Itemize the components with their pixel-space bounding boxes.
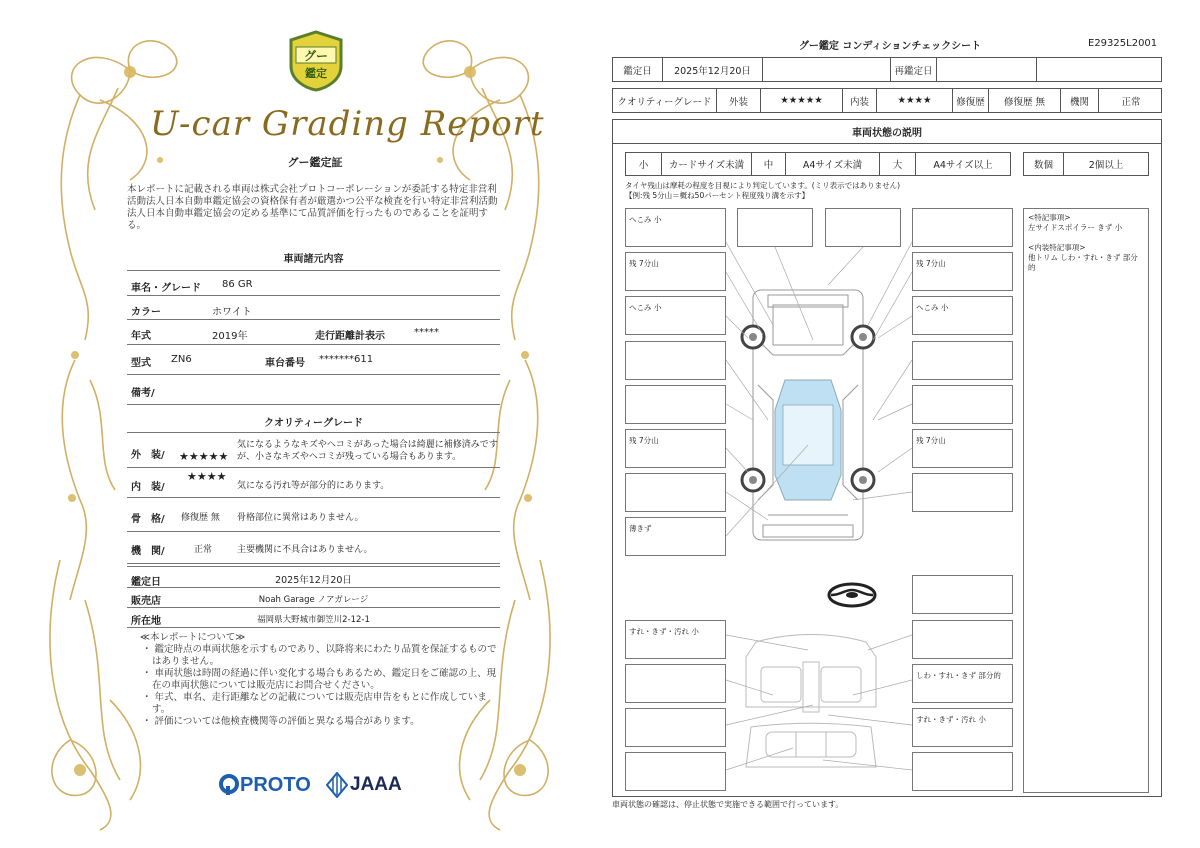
- int-label: 内装: [843, 89, 877, 112]
- quality-row-frame: [127, 498, 500, 532]
- spec-row-remarks: [127, 375, 500, 405]
- count-desc: 2個以上: [1088, 160, 1124, 171]
- left-condition-box: へこみ 小: [625, 296, 726, 335]
- spec-row-color: [127, 296, 500, 320]
- count-label: 数個: [1024, 153, 1064, 175]
- note-item: ・ 車両状態は時間の経過に伴い変化する場合もあるため、鑑定日をご確認の上、現在の車両状態については販売店にお問合せください。: [142, 668, 497, 691]
- address-row: [127, 608, 500, 628]
- date-value: 2025年12月20日: [663, 58, 763, 81]
- date-row: [612, 57, 1162, 82]
- spec-color-value: ホワイト: [212, 307, 252, 318]
- inspection-date-row: [127, 566, 500, 588]
- engine-value: 正常: [1121, 96, 1141, 108]
- tire-note-1: タイヤ残山は摩耗の程度を目視により判定しています。(ミリ表示ではありません): [625, 181, 901, 190]
- right-condition-box: 残 7分山: [912, 429, 1013, 468]
- interior-notes-title: <内装特記事項>: [1028, 243, 1086, 252]
- notes-title: ≪本レポートについて≫: [140, 632, 246, 643]
- state-panel: [612, 119, 1162, 797]
- special-notes-item: 左サイドスポイラー きず 小: [1028, 223, 1123, 232]
- left-condition-box: 薄きず: [625, 517, 726, 556]
- spec-row-name: [127, 270, 500, 296]
- inspection-date-value: 2025年12月20日: [275, 575, 352, 586]
- engine-label: 機関: [1061, 89, 1099, 112]
- note-item: ・ 鑑定時点の車両状態を示すものであり、以降将来にわたり品質を保証するものではありません。: [142, 644, 497, 667]
- redate-empty: [1037, 58, 1163, 81]
- note-item: ・ 年式、車名、走行距離などの記載については販売店申告をもとに作成しています。: [142, 692, 487, 715]
- interior-left-box: すれ・きず・汚れ 小: [625, 620, 726, 659]
- address-label: 所在地: [131, 616, 161, 627]
- date-empty: [763, 58, 891, 81]
- spec-row-year: [127, 320, 500, 345]
- repair-label: 修復歴: [953, 89, 989, 112]
- spec-mileage-value: *****: [414, 327, 439, 338]
- quality-exterior-label: 外 装/: [131, 450, 165, 461]
- quality-interior-label: 内 装/: [131, 482, 165, 493]
- goo-kantei-badge: [287, 30, 345, 92]
- inspection-date-label: 鑑定日: [131, 577, 161, 588]
- quality-frame-value: 修復歴 無: [181, 513, 220, 523]
- spec-model-value: ZN6: [171, 354, 192, 365]
- jaaa-logo-icon: [326, 772, 348, 798]
- int-value: ★★★★: [877, 89, 953, 112]
- report-notes: [140, 632, 500, 728]
- redate-value: [937, 58, 1037, 81]
- ext-label: 外装: [717, 89, 761, 112]
- quality-interior-stars: ★★★★: [187, 470, 227, 483]
- interior-right-box: すれ・きず・汚れ 小: [912, 708, 1013, 747]
- left-condition-box: 残 7分山: [625, 429, 726, 468]
- condition-check-sheet: [600, 0, 1200, 848]
- quality-engine-label: 機 関/: [131, 546, 165, 557]
- state-title: 車両状態の説明: [613, 120, 1161, 144]
- jaaa-logo: JAAA: [350, 774, 402, 795]
- sheet-title: グー鑑定 コンディションチェックシート: [798, 41, 982, 52]
- badge-bottom-text: 鑑定: [305, 67, 327, 80]
- certificate-title: グー鑑定証: [287, 156, 343, 169]
- report-script-title: U-car Grading Report: [150, 104, 545, 144]
- dealer-label: 販売店: [131, 596, 161, 607]
- left-condition-box: 残 7分山: [625, 252, 726, 291]
- badge-top-text: グー: [303, 49, 329, 63]
- size-large-desc: A4サイズ以上: [933, 160, 993, 171]
- ext-value: ★★★★★: [761, 89, 843, 112]
- sheet-doc-id: E29325L2001: [1088, 38, 1158, 49]
- quality-engine-text: 主要機関に不具合はありません。: [237, 545, 373, 555]
- size-small: 小: [626, 153, 662, 175]
- repair-value: 修復歴 無: [989, 89, 1061, 112]
- note-item: ・ 評価については他検査機関等の評価と異なる場合があります。: [142, 716, 420, 727]
- quality-title: クオリティーグレード: [264, 418, 363, 429]
- tire-note-2: 【例:残 5分山＝概ね50パーセント程度残り溝を示す】: [625, 191, 810, 200]
- certificate-text: 本レポートに記載される車両は株式会社プロトコーポレーションが委託する特定非営利活動法人日本自動車鑑定協会の資格保有者が厳選かつ公平な検査を行い特定非営利活動法人日本自動車鑑定協会の定める基準にて品質評価を行ったものであることを証明する。: [127, 184, 498, 231]
- right-condition-box: 残 7分山: [912, 252, 1013, 291]
- proto-logo: PROTO: [240, 774, 311, 796]
- spec-model-label: 型式: [131, 358, 151, 369]
- address-value: 福岡県大野城市御笠川2-12-1: [257, 615, 370, 625]
- spec-chassis-label: 車台番号: [265, 358, 305, 369]
- spec-year-label: 年式: [131, 331, 151, 342]
- dealer-value: Noah Garage ノアガレージ: [258, 595, 369, 605]
- special-notes-panel: [1023, 208, 1149, 793]
- right-condition-box: へこみ 小: [912, 296, 1013, 335]
- quality-exterior-stars: ★★★★★: [179, 450, 229, 463]
- redate-label: 再鑑定日: [891, 58, 937, 81]
- special-notes-title: <特記事項>: [1028, 213, 1071, 222]
- spec-year-value: 2019年: [212, 331, 248, 342]
- spec-name-value: 86 GR: [222, 279, 253, 290]
- quality-exterior-text: 気になるようなキズやヘコミがあった場合は綺麗に補修済みですが、小さなキズやヘコミが残っている場合もあります。: [237, 440, 498, 462]
- proto-logo-icon: [218, 774, 240, 796]
- spec-remarks-label: 備考/: [131, 388, 155, 399]
- size-mid: 中: [752, 153, 786, 175]
- quality-frame-label: 骨 格/: [131, 514, 165, 525]
- interior-notes-item: 他トリム しわ・すれ・きず 部分的: [1028, 253, 1138, 272]
- size-small-desc: カードサイズ未満: [662, 153, 752, 175]
- quality-engine-value: 正常: [194, 545, 213, 555]
- dealer-row: [127, 588, 500, 608]
- spec-name-label: 車名・グレード: [131, 283, 201, 294]
- size-mid-desc: A4サイズ未満: [786, 153, 880, 175]
- spec-color-label: カラー: [131, 307, 161, 318]
- quality-row-interior: [127, 468, 500, 498]
- size-large: 大: [880, 153, 916, 175]
- spec-chassis-value: *******611: [319, 354, 374, 365]
- interior-right-box: しわ・すれ・きず 部分的: [912, 664, 1013, 703]
- spec-row-model: [127, 345, 500, 375]
- left-condition-box: へこみ 小: [625, 208, 726, 247]
- sheet-footer: 車両状態の確認は、停止状態で実施できる範囲で行っています。: [612, 800, 844, 809]
- quality-row-exterior: [127, 432, 500, 468]
- quality-interior-text: 気になる汚れ等が部分的にあります。: [237, 481, 390, 491]
- grade-label: クオリティーグレード: [613, 89, 717, 112]
- spec-mileage-label: 走行距離計表示: [315, 331, 385, 342]
- quality-row-engine: [127, 532, 500, 564]
- footer-logos: [218, 770, 418, 800]
- quality-frame-text: 骨格部位に異常はありません。: [237, 513, 364, 523]
- grade-row: [612, 88, 1162, 113]
- specs-title: 車両諸元内容: [283, 254, 344, 265]
- date-label: 鑑定日: [613, 58, 663, 81]
